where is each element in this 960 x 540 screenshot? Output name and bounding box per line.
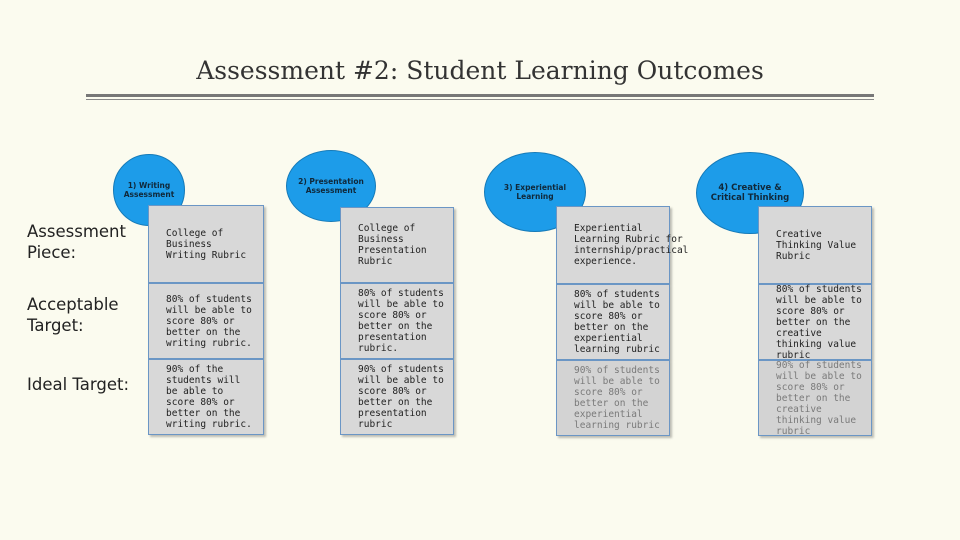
cell-experiential-acceptable-target: 80% of students will be able to score 80% or better on the experiential learning rubric (556, 284, 670, 360)
title-rule-thin (86, 99, 874, 100)
cell-writing-acceptable-target: 80% of students will be able to score 80% or better on the writing rubric. (148, 283, 264, 359)
heading-experiential-learning: 3) Experiential Learning (484, 152, 586, 232)
heading-creative-critical-thinking: 4) Creative & Critical Thinking (696, 152, 804, 234)
heading-writing-assessment: 1) Writing Assessment (113, 154, 185, 226)
slide-title: Assessment #2: Student Learning Outcomes (196, 56, 764, 85)
row-label-assessment-piece: Assessment Piece: (27, 222, 126, 262)
cell-presentation-ideal-target: 90% of students will be able to score 80% or better on the presentation rubric (340, 359, 454, 435)
title-rule (86, 94, 874, 97)
cell-presentation-acceptable-target: 80% of students will be able to score 80% or better on the presentation rubric. (340, 283, 454, 359)
cell-creative-acceptable-target: 80% of students will be able to score 80% or better on the creative thinking value rubric (758, 284, 872, 360)
cell-writing-ideal-target: 90% of the students will be able to score 80% or better on the writing rubric. (148, 359, 264, 435)
cell-experiential-assessment-piece: Experiential Learning Rubric for internship/practical experience. (556, 206, 670, 284)
cell-experiential-ideal-target: 90% of students will be able to score 80% or better on the experiential learning rubric (556, 360, 670, 436)
cell-presentation-assessment-piece: College of Business Presentation Rubric (340, 207, 454, 283)
cell-creative-ideal-target: 90% of students will be able to score 80% or better on the creative thinking value rubric (758, 360, 872, 436)
cell-creative-assessment-piece: Creative Thinking Value Rubric (758, 206, 872, 284)
heading-presentation-assessment: 2) Presentation Assessment (286, 150, 376, 222)
row-label-acceptable-target: Acceptable Target: (27, 295, 119, 335)
cell-writing-assessment-piece: College of Business Writing Rubric (148, 205, 264, 283)
row-label-ideal-target: Ideal Target: (27, 375, 130, 394)
